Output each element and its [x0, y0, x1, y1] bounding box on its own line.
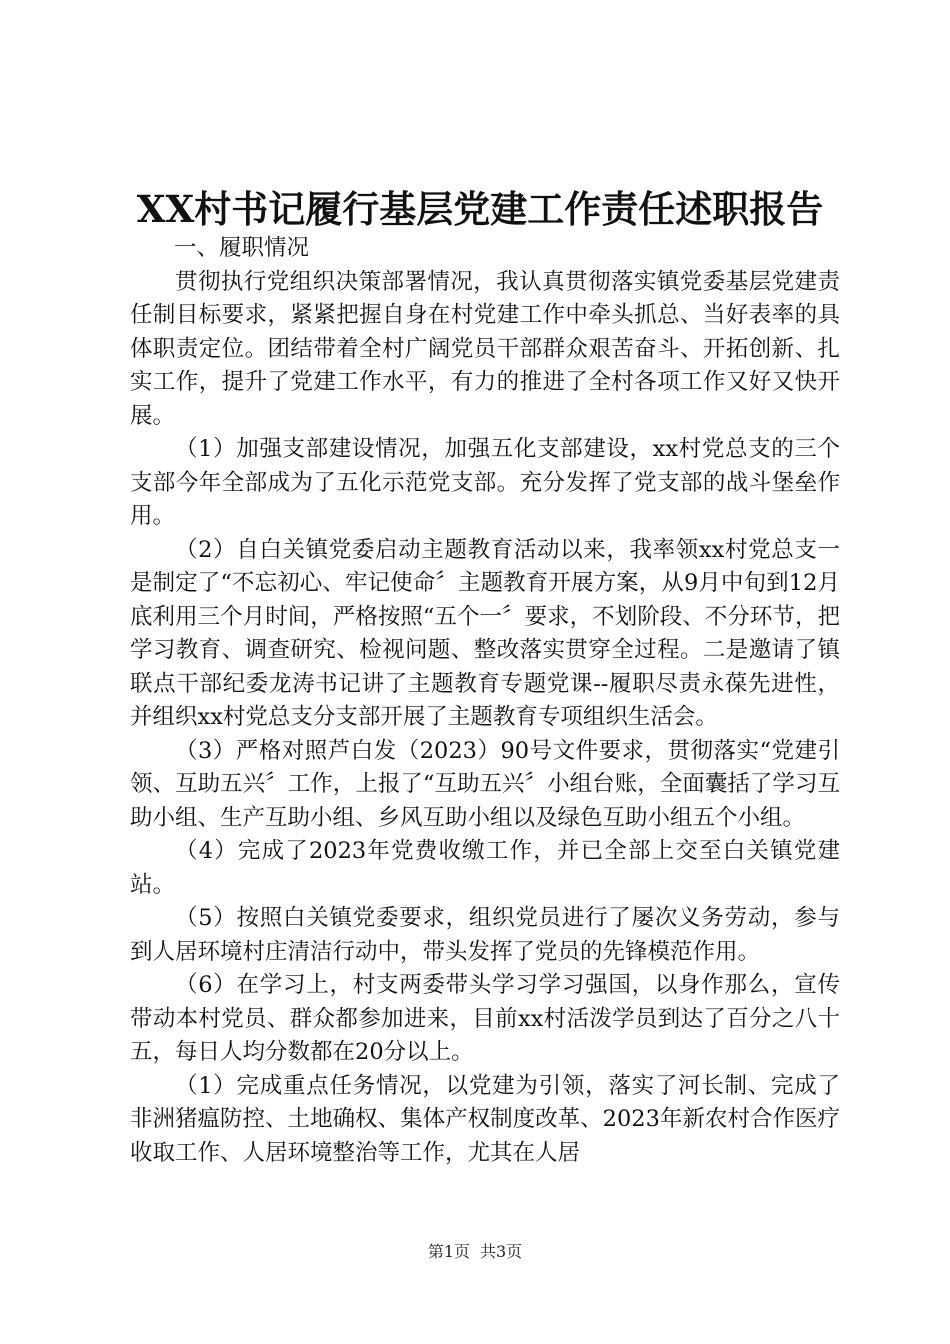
paragraph: 贯彻执行党组织决策部署情况，我认真贯彻落实镇党委基层党建责任制目标要求，紧紧把握自身在村党建工作中牵头抓总、当好表率的具体职责定位。团结带着全村广阔党员干部群众艰苦奋斗、开拓创新、扎实工作，提升了党建工作水平，有力的推进了全村各项工作又好又快开展。 [130, 268, 840, 429]
paragraph: （1）加强支部建设情况，加强五化支部建设，xx村党总支的三个支部今年全部成为了五化示范党支部。充分发挥了党支部的战斗堡垒作用。 [130, 436, 840, 529]
paragraph: （1）完成重点任务情况，以党建为引领，落实了河长制、完成了非洲猪瘟防控、土地确权、集体产权制度改革、2023年新农村合作医疗收取工作、人居环境整治等工作，尤其在人居 [130, 1072, 840, 1166]
paragraph: （3）严格对照芦白发（2023）90号文件要求，贯彻落实“党建引领、互助五兴〞工作，上报了“互助五兴〞小组台账，全面囊括了学习互助小组、生产互助小组、乡风互助小组以及绿色互助小组五个小组。 [130, 737, 840, 831]
page-footer [0, 1240, 950, 1264]
paragraph: （5）按照白关镇党委要求，组织党员进行了屡次义务劳动，参与到人居环境村庄清洁行动中，带头发挥了党员的先锋模范作用。 [130, 905, 840, 965]
page-number: 第1页 [427, 1242, 470, 1261]
paragraph: （2）自白关镇党委启动主题教育活动以来，我率领xx村党总支一是制定了“不忘初心、牢记使命〞主题教育开展方案，从9月中旬到12月底利用三个月时间，严格按照“五个一〞要求，不划阶段、不分环节，把学习教育、调查研究、检视问题、整改落实贯穿全过程。二是邀请了镇联点干部纪委龙涛书记讲了主题教育专题党课--履职尽责永葆先进性，并组织xx村党总支分支部开展了主题教育专项组织生活会。 [130, 536, 840, 730]
document-body [130, 232, 840, 1170]
paragraph: （6）在学习上，村支两委带头学习学习强国，以身作那么，宣传带动本村党员、群众都参加进来，目前xx村活泼学员到达了百分之八十五，每日人均分数都在20分以上。 [130, 972, 840, 1065]
page-total: 共3页 [480, 1242, 523, 1261]
section-heading: 一、履职情况 [174, 235, 310, 261]
document-title: XX村书记履行基层党建工作责任述职报告 [136, 187, 824, 231]
paragraph: （4）完成了2023年党费收缴工作，并已全部上交至白关镇党建站。 [130, 838, 840, 898]
